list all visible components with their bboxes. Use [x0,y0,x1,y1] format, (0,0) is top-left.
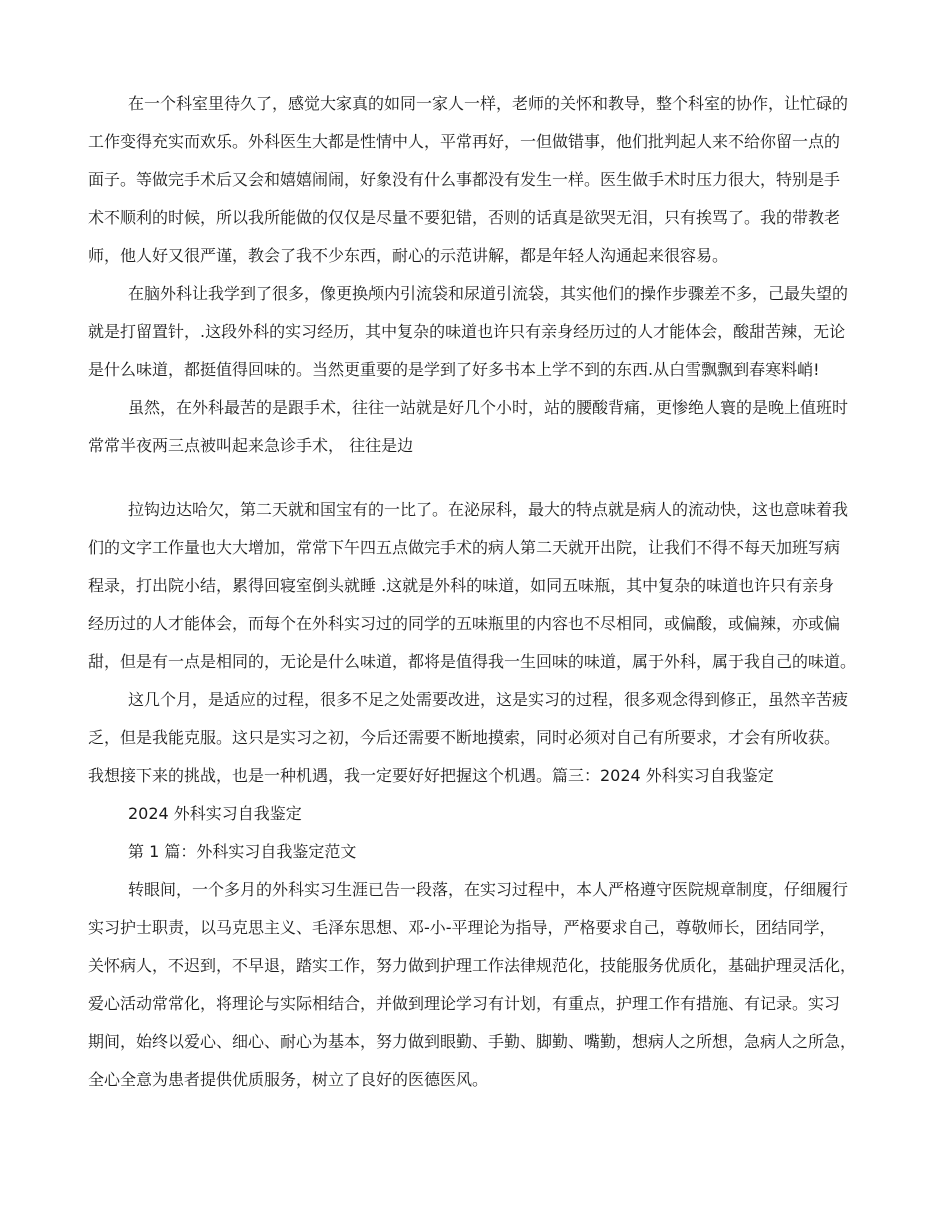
section-heading: 第 1 篇：外科实习自我鉴定范文 [128,842,357,861]
text-line: 是什么味道，都挺值得回味的。当然更重要的是学到了好多书本上学不到的东西.从白雪飘飘到春寒料峭! [88,360,820,379]
text-line: 面子。等做完手术后又会和嬉嬉闹闹，好象没有什么事都没有发生一样。医生做手术时压力很大，特别是手 [88,170,841,189]
text-line: 拉钩边达哈欠，第二天就和国宝有的一比了。在泌尿科，最大的特点就是病人的流动快，这也意味着我 [128,500,849,519]
text-line: 在一个科室里待久了，感觉大家真的如同一家人一样，老师的关怀和教导，整个科室的协作，让忙碌的 [128,94,849,113]
text-line: 程录，打出院小结，累得回寝室倒头就睡 .这就是外科的味道，如同五味瓶，其中复杂的味道也许只有亲身 [88,576,835,595]
text-line: 甜，但是有一点是相同的，无论是什么味道，都将是值得我一生回味的味道，属于外科，属于我自己的味道。 [88,652,857,671]
text-line: 期间，始终以爱心、细心、耐心为基本，努力做到眼勤、手勤、脚勤、嘴勤，想病人之所想，急病人之所急， [88,1032,857,1051]
text-line: 关怀病人，不迟到，不早退，踏实工作，努力做到护理工作法律规范化，技能服务优质化，基础护理灵活化， [88,956,857,975]
text-line: 乏，但是我能克服。这只是实习之初，今后还需要不断地摸索，同时必须对自己有所要求，才会有所收获。 [88,728,841,747]
text-line: 爱心活动常常化，将理论与实际相结合，并做到理论学习有计划，有重点，护理工作有措施、有记录。实习 [88,994,841,1013]
text-line: 虽然，在外科最苦的是跟手术，往往一站就是好几个小时，站的腰酸背痛，更惨绝人寰的是晚上值班时 [128,398,849,417]
text-line: 这几个月，是适应的过程，很多不足之处需要改进，这是实习的过程，很多观念得到修正，虽然辛苦疲 [128,690,849,709]
section-heading: 2024 外科实习自我鉴定 [128,804,302,823]
text-line: 常常半夜两三点被叫起来急诊手术， 往往是边 [88,436,414,455]
text-line: 转眼间，一个多月的外科实习生涯已告一段落，在实习过程中，本人严格遵守医院规章制度，仔细履行 [128,880,849,899]
text-line: 全心全意为患者提供优质服务，树立了良好的医德医风。 [88,1070,489,1089]
text-line: 经历过的人才能体会，而每个在外科实习过的同学的五味瓶里的内容也不尽相同，或偏酸，或偏辣，亦或偏 [88,614,841,633]
text-line: 术不顺利的时候，所以我所能做的仅仅是尽量不要犯错，否则的话真是欲哭无泪，只有挨骂了。我的带教老 [88,208,841,227]
text-line: 我想接下来的挑战，也是一种机遇，我一定要好好把握这个机遇。篇三：2024 外科实习自我鉴定 [88,766,774,785]
text-line: 在脑外科让我学到了很多，像更换颅内引流袋和尿道引流袋，其实他们的操作步骤差不多，己最失望的 [128,284,849,303]
text-line: 工作变得充实而欢乐。外科医生大都是性情中人，平常再好，一但做错事，他们批判起人来不给你留一点的 [88,132,841,151]
text-line: 们的文字工作量也大大增加，常常下午四五点做完手术的病人第二天就开出院，让我们不得不每天加班写病 [88,538,841,557]
text-line: 就是打留置针，.这段外科的实习经历，其中复杂的味道也许只有亲身经历过的人才能体会，酸甜苦辣，无论 [88,322,846,341]
text-line: 实习护士职责，以马克思主义、毛泽东思想、邓-小-平理论为指导，严格要求自己，尊敬师长，团结同学， [88,918,836,937]
text-line: 师，他人好又很严谨，教会了我不少东西，耐心的示范讲解，都是年轻人沟通起来很容易。 [88,246,729,265]
